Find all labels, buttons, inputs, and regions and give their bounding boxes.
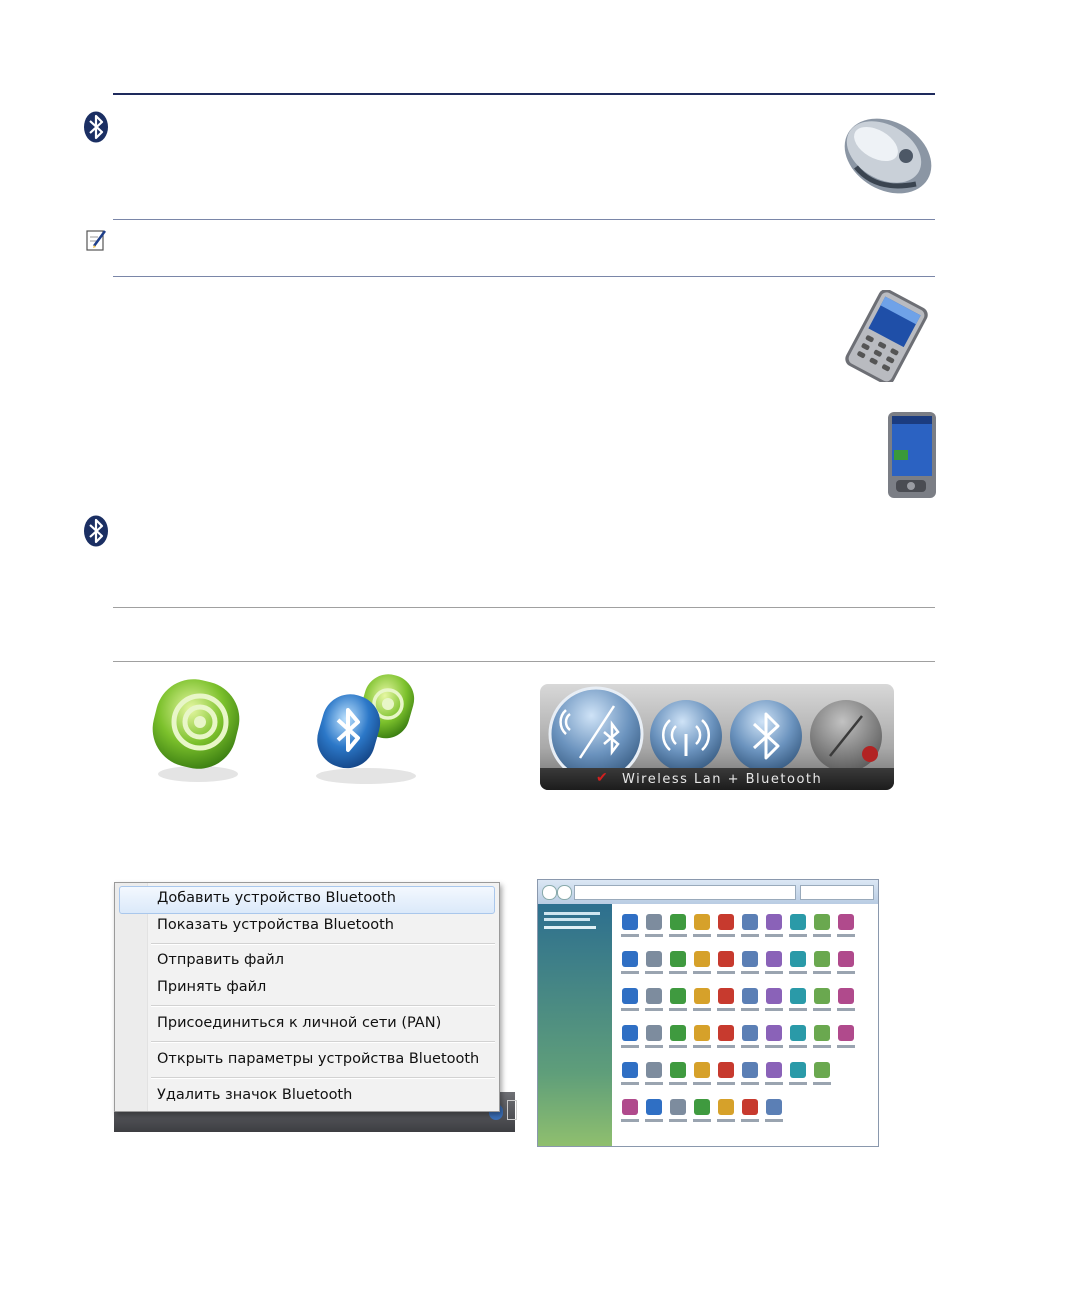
control-panel-item-caption bbox=[741, 1008, 759, 1011]
section-rule-bottom bbox=[113, 661, 935, 662]
control-panel-item-caption bbox=[621, 1008, 639, 1011]
forward-button[interactable] bbox=[557, 885, 572, 900]
control-panel-item-caption bbox=[837, 971, 855, 974]
control-panel-item-icon[interactable] bbox=[622, 1025, 638, 1041]
bluetooth-context-menu bbox=[114, 882, 500, 1112]
control-panel-item-caption bbox=[765, 1045, 783, 1048]
control-panel-item-icon[interactable] bbox=[790, 1062, 806, 1078]
control-panel-item-caption bbox=[693, 1119, 711, 1122]
control-panel-item-icon[interactable] bbox=[766, 951, 782, 967]
control-panel-item-icon[interactable] bbox=[694, 1062, 710, 1078]
control-panel-item-caption bbox=[621, 971, 639, 974]
control-panel-item-caption bbox=[813, 971, 831, 974]
control-panel-item-caption bbox=[669, 1119, 687, 1122]
menu-item-add-device[interactable]: Добавить устройство Bluetooth bbox=[157, 890, 396, 906]
control-panel-item-icon[interactable] bbox=[766, 1062, 782, 1078]
control-panel-item-icon[interactable] bbox=[766, 988, 782, 1004]
pda-icon bbox=[886, 410, 936, 500]
control-panel-item-caption bbox=[717, 1082, 735, 1085]
control-panel-item-caption bbox=[717, 934, 735, 937]
control-panel-item-caption bbox=[645, 1045, 663, 1048]
note-rule-top bbox=[113, 219, 935, 220]
path-field[interactable] bbox=[574, 885, 796, 900]
wlan-osd-button[interactable] bbox=[650, 700, 722, 770]
menu-separator bbox=[151, 1041, 495, 1043]
control-panel-item-caption bbox=[669, 971, 687, 974]
menu-item-remove-icon[interactable]: Удалить значок Bluetooth bbox=[157, 1087, 353, 1103]
control-panel-item-caption bbox=[669, 1082, 687, 1085]
checkmark-icon: ✔ bbox=[596, 769, 608, 785]
control-panel-window bbox=[537, 879, 879, 1147]
control-panel-item-caption bbox=[789, 1008, 807, 1011]
smartphone-icon bbox=[838, 290, 936, 382]
control-panel-item-icon[interactable] bbox=[790, 1025, 806, 1041]
control-panel-item-icon[interactable] bbox=[694, 1025, 710, 1041]
menu-gutter bbox=[115, 883, 148, 1111]
control-panel-item-caption bbox=[693, 1045, 711, 1048]
menu-separator bbox=[151, 1077, 495, 1079]
control-panel-item-caption bbox=[765, 1008, 783, 1011]
control-panel-item-caption bbox=[669, 1045, 687, 1048]
control-panel-item-caption bbox=[693, 1082, 711, 1085]
control-panel-item-icon[interactable] bbox=[670, 1025, 686, 1041]
control-panel-item-icon[interactable] bbox=[670, 1062, 686, 1078]
wireless-osd-panel bbox=[540, 684, 894, 790]
bluetooth-mouse-icon bbox=[836, 112, 936, 198]
note-rule-bottom bbox=[113, 276, 935, 277]
control-panel-item-icon[interactable] bbox=[646, 914, 662, 930]
menu-separator bbox=[151, 943, 495, 945]
bluetooth-icon bbox=[83, 515, 109, 547]
control-panel-item-caption bbox=[741, 1045, 759, 1048]
control-panel-item-caption bbox=[717, 971, 735, 974]
menu-item-receive-file[interactable]: Принять файл bbox=[157, 979, 267, 995]
control-panel-item-icon[interactable] bbox=[742, 1025, 758, 1041]
control-panel-item-icon[interactable] bbox=[766, 914, 782, 930]
control-panel-item-caption bbox=[645, 1119, 663, 1122]
control-panel-item-icon[interactable] bbox=[814, 1025, 830, 1041]
control-panel-item-caption bbox=[789, 1082, 807, 1085]
control-panel-item-caption bbox=[741, 934, 759, 937]
control-panel-item-caption bbox=[669, 934, 687, 937]
control-panel-item-icon[interactable] bbox=[646, 1062, 662, 1078]
menu-separator bbox=[151, 1005, 495, 1007]
search-input[interactable] bbox=[800, 885, 874, 900]
control-panel-item-icon[interactable] bbox=[814, 988, 830, 1004]
wlan-bt-osd-button[interactable] bbox=[550, 688, 642, 770]
control-panel-item-icon[interactable] bbox=[838, 988, 854, 1004]
control-panel-item-caption bbox=[837, 934, 855, 937]
control-panel-item-caption bbox=[645, 1008, 663, 1011]
header-rule bbox=[113, 93, 935, 95]
control-panel-item-icon[interactable] bbox=[790, 951, 806, 967]
control-panel-item-icon[interactable] bbox=[694, 951, 710, 967]
wlan-bluetooth-icon bbox=[296, 672, 436, 796]
control-panel-item-icon[interactable] bbox=[838, 1025, 854, 1041]
control-panel-item-icon[interactable] bbox=[622, 1099, 638, 1115]
osd-mode-label: Wireless Lan + Bluetooth bbox=[622, 772, 823, 787]
control-panel-item-icon[interactable] bbox=[670, 1099, 686, 1115]
back-button[interactable] bbox=[542, 885, 557, 900]
control-panel-item-icon[interactable] bbox=[718, 988, 734, 1004]
control-panel-item-icon[interactable] bbox=[718, 1025, 734, 1041]
control-panel-item-icon[interactable] bbox=[694, 988, 710, 1004]
control-panel-item-icon[interactable] bbox=[670, 988, 686, 1004]
control-panel-item-caption bbox=[717, 1119, 735, 1122]
control-panel-item-caption bbox=[621, 1082, 639, 1085]
control-panel-item-caption bbox=[669, 1008, 687, 1011]
control-panel-item-caption bbox=[693, 971, 711, 974]
note-pencil-icon bbox=[86, 228, 108, 252]
control-panel-item-caption bbox=[645, 1082, 663, 1085]
control-panel-item-icon[interactable] bbox=[766, 1025, 782, 1041]
control-panel-item-icon[interactable] bbox=[718, 1062, 734, 1078]
bluetooth-osd-button[interactable] bbox=[730, 700, 802, 770]
control-panel-item-icon[interactable] bbox=[718, 951, 734, 967]
menu-item-open-settings[interactable]: Открыть параметры устройства Bluetooth bbox=[157, 1051, 480, 1067]
bluetooth-icon bbox=[83, 111, 109, 143]
control-panel-item-caption bbox=[765, 934, 783, 937]
control-panel-item-caption bbox=[837, 1008, 855, 1011]
control-panel-item-icon[interactable] bbox=[622, 914, 638, 930]
control-panel-item-caption bbox=[813, 934, 831, 937]
control-panel-item-caption bbox=[837, 1045, 855, 1048]
control-panel-item-icon[interactable] bbox=[742, 951, 758, 967]
control-panel-item-icon[interactable] bbox=[670, 914, 686, 930]
address-bar[interactable] bbox=[538, 880, 878, 904]
control-panel-item-caption bbox=[693, 1008, 711, 1011]
control-panel-item-icon[interactable] bbox=[646, 988, 662, 1004]
menu-item-join-pan[interactable]: Присоединиться к личной сети (PAN) bbox=[157, 1015, 442, 1031]
control-panel-item-caption bbox=[813, 1082, 831, 1085]
control-panel-item-caption bbox=[789, 934, 807, 937]
control-panel-item-icon[interactable] bbox=[694, 914, 710, 930]
control-panel-item-caption bbox=[765, 1119, 783, 1122]
control-panel-item-caption bbox=[621, 1045, 639, 1048]
control-panel-item-icon[interactable] bbox=[838, 951, 854, 967]
control-panel-item-caption bbox=[717, 1045, 735, 1048]
control-panel-item-caption bbox=[717, 1008, 735, 1011]
control-panel-item-icon[interactable] bbox=[622, 988, 638, 1004]
menu-item-show-devices[interactable]: Показать устройства Bluetooth bbox=[157, 917, 394, 933]
control-panel-item-icon[interactable] bbox=[814, 914, 830, 930]
tray-text-fragment bbox=[507, 1100, 517, 1120]
control-panel-item-caption bbox=[741, 971, 759, 974]
control-panel-item-icon[interactable] bbox=[742, 988, 758, 1004]
control-panel-item-icon[interactable] bbox=[718, 1099, 734, 1115]
wireless-lan-icon bbox=[142, 676, 254, 796]
control-panel-item-caption bbox=[765, 1082, 783, 1085]
control-panel-item-icon[interactable] bbox=[742, 1099, 758, 1115]
control-panel-item-icon[interactable] bbox=[718, 914, 734, 930]
control-panel-item-caption bbox=[813, 1045, 831, 1048]
menu-item-send-file[interactable]: Отправить файл bbox=[157, 952, 284, 968]
control-panel-item-icon[interactable] bbox=[694, 1099, 710, 1115]
control-panel-item-caption bbox=[789, 971, 807, 974]
control-panel-item-caption bbox=[645, 971, 663, 974]
control-panel-item-icon[interactable] bbox=[742, 1062, 758, 1078]
control-panel-item-icon[interactable] bbox=[838, 914, 854, 930]
control-panel-item-icon[interactable] bbox=[742, 914, 758, 930]
control-panel-item-caption bbox=[621, 934, 639, 937]
control-panel-item-caption bbox=[789, 1045, 807, 1048]
section-rule-top bbox=[113, 607, 935, 608]
control-panel-item-icon[interactable] bbox=[814, 951, 830, 967]
control-panel-item-caption bbox=[621, 1119, 639, 1122]
control-panel-item-caption bbox=[765, 971, 783, 974]
control-panel-item-icon[interactable] bbox=[670, 951, 686, 967]
control-panel-item-icon[interactable] bbox=[646, 1025, 662, 1041]
control-panel-item-icon[interactable] bbox=[790, 988, 806, 1004]
control-panel-item-caption bbox=[741, 1119, 759, 1122]
control-panel-item-icon[interactable] bbox=[646, 951, 662, 967]
control-panel-item-icon[interactable] bbox=[622, 1062, 638, 1078]
all-off-osd-button[interactable] bbox=[810, 700, 882, 770]
control-panel-item-icon[interactable] bbox=[622, 951, 638, 967]
control-panel-item-icon[interactable] bbox=[646, 1099, 662, 1115]
control-panel-item-caption bbox=[813, 1008, 831, 1011]
control-panel-item-icon[interactable] bbox=[766, 1099, 782, 1115]
task-pane bbox=[538, 904, 612, 1146]
control-panel-item-caption bbox=[741, 1082, 759, 1085]
control-panel-item-caption bbox=[645, 934, 663, 937]
control-panel-item-icon[interactable] bbox=[790, 914, 806, 930]
control-panel-item-caption bbox=[693, 934, 711, 937]
control-panel-item-icon[interactable] bbox=[814, 1062, 830, 1078]
